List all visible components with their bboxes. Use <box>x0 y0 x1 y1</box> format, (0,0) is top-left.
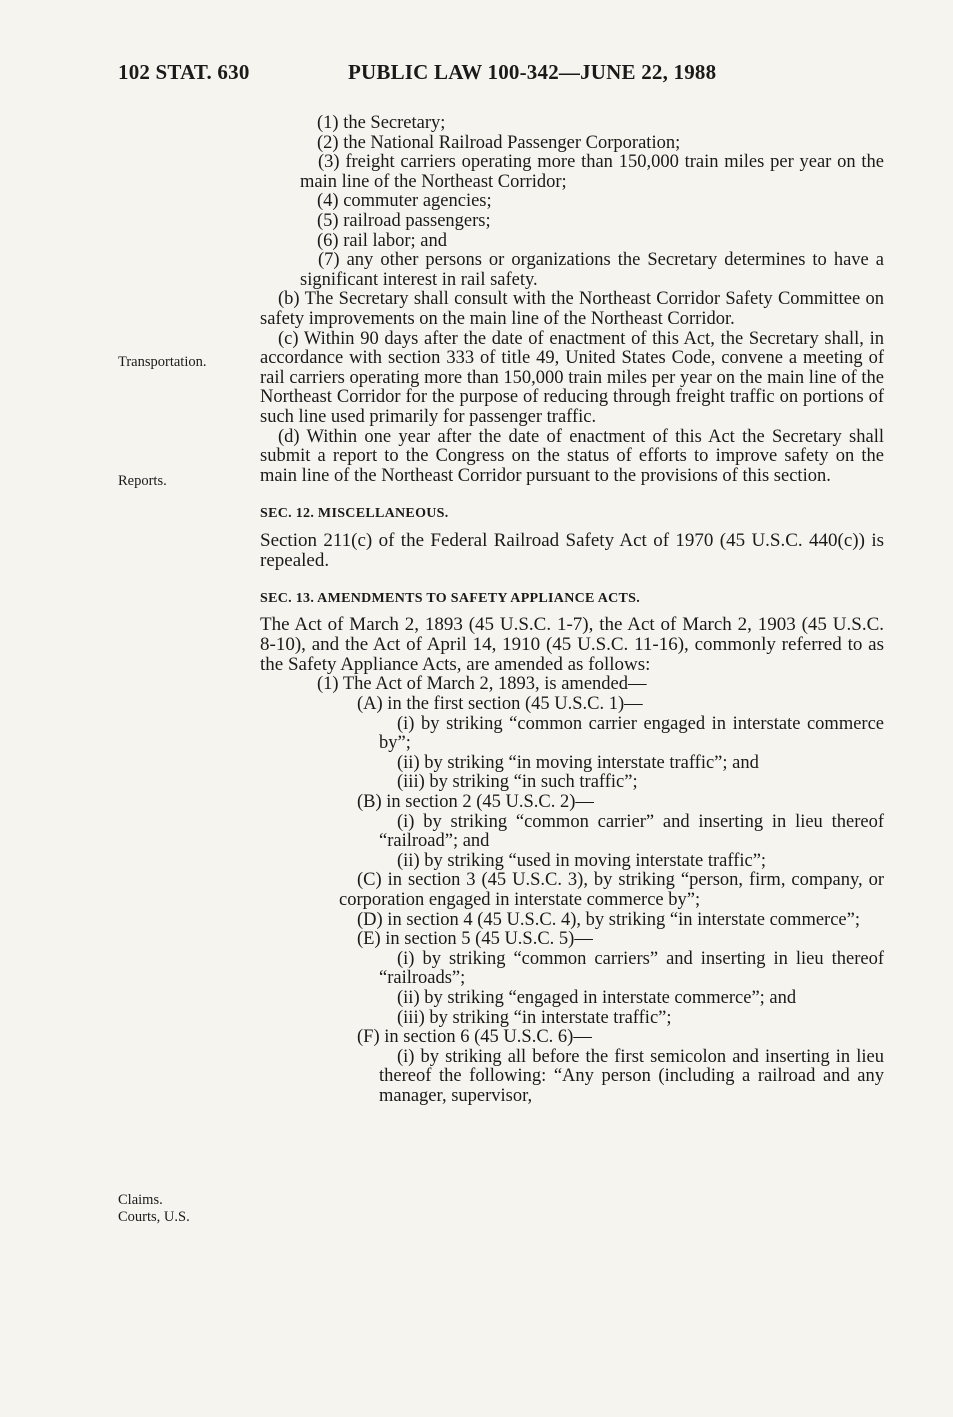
amendment-subclause: (iii) by striking “in interstate traffic”; <box>397 1007 672 1028</box>
section-12-heading: SEC. 12. MISCELLANEOUS. <box>260 506 449 522</box>
stat-reference: 102 STAT. 630 <box>118 60 250 84</box>
amendment-item: (1) The Act of March 2, 1893, is amended— <box>317 674 647 695</box>
amendment-clause-c: (C) in section 3 (45 U.S.C. 3), by striking “person, firm, company, or corporation engaged in interstate commerce by”; <box>339 870 884 910</box>
subsection-d: (d) Within one year after the date of enactment of this Act the Secretary shall submit a report to the Congress on the status of efforts to improve safety on the main line of the Northeast Corridor pursuant to the provisions of this section. <box>260 426 884 486</box>
committee-member: (1) the Secretary; <box>317 113 446 133</box>
amendment-subclause: (i) by striking “common carriers” and inserting in lieu thereof “railroads”; <box>379 948 884 989</box>
amendment-subclause: (i) by striking “common carrier” and inserting in lieu thereof “railroad”; and <box>379 811 884 852</box>
margin-note-reports: Reports. <box>118 473 167 489</box>
margin-note-courts: Courts, U.S. <box>118 1209 190 1225</box>
amendment-subclause: (i) by striking “common carrier engaged in interstate commerce by”; <box>379 713 884 754</box>
amendment-clause-a: (A) in the first section (45 U.S.C. 1)— <box>357 694 643 715</box>
amendment-subclause: (ii) by striking “in moving interstate traffic”; and <box>397 752 759 773</box>
amendment-subclause: (ii) by striking “engaged in interstate commerce”; and <box>397 987 797 1008</box>
margin-note-transportation: Transportation. <box>118 354 207 370</box>
statute-body <box>260 114 884 1107</box>
committee-member: (4) commuter agencies; <box>317 191 492 212</box>
section-12-text: Section 211(c) of the Federal Railroad Safety Act of 1970 (45 U.S.C. 440(c)) is repealed. <box>260 529 884 571</box>
committee-member: (3) freight carriers operating more than 150,000 train miles per year on the main line of the Northeast Corridor; <box>300 152 884 192</box>
amendment-clause-e: (E) in section 5 (45 U.S.C. 5)— <box>357 929 593 950</box>
amendment-subclause: (iii) by striking “in such traffic”; <box>397 772 638 793</box>
amendment-subclause: (i) by striking all before the first semicolon and inserting in lieu thereof the following: “Any person (including a railroad and any manager, supervisor, <box>379 1046 884 1106</box>
committee-member: (6) rail labor; and <box>317 230 447 251</box>
margin-note-claims: Claims. <box>118 1192 163 1208</box>
committee-member: (5) railroad passengers; <box>317 210 491 231</box>
subsection-b: (b) The Secretary shall consult with the Northeast Corridor Safety Committee on safety improvements on the main line of the Northeast Corridor. <box>260 289 884 329</box>
committee-member: (2) the National Railroad Passenger Corporation; <box>317 132 681 153</box>
amendment-clause-f: (F) in section 6 (45 U.S.C. 6)— <box>357 1027 592 1048</box>
amendment-clause-d: (D) in section 4 (45 U.S.C. 4), by striking “in interstate commerce”; <box>357 909 860 930</box>
section-13-intro: The Act of March 2, 1893 (45 U.S.C. 1-7), the Act of March 2, 1903 (45 U.S.C. 8-10), and the Act of April 14, 1910 (45 U.S.C. 11-16), commonly referred to as the Safety Appliance Acts, are amended as follows: <box>260 614 884 676</box>
public-law-title: PUBLIC LAW 100-342—JUNE 22, 1988 <box>348 60 717 84</box>
amendment-subclause: (ii) by striking “used in moving interstate traffic”; <box>397 850 767 871</box>
running-header <box>0 60 953 90</box>
section-13-heading: SEC. 13. AMENDMENTS TO SAFETY APPLIANCE ACTS. <box>260 590 641 606</box>
committee-member: (7) any other persons or organizations the Secretary determines to have a significant interest in rail safety. <box>300 250 884 290</box>
amendment-clause-b: (B) in section 2 (45 U.S.C. 2)— <box>357 792 594 813</box>
subsection-c: (c) Within 90 days after the date of enactment of this Act, the Secretary shall, in accordance with section 333 of title 49, United States Code, convene a meeting of rail carriers operating more than 150,000 train miles per year on the main line of the Northeast Corridor for the purpose of reducing through freight traffic on portions of such line used primarily for passenger traffic. <box>260 328 884 427</box>
